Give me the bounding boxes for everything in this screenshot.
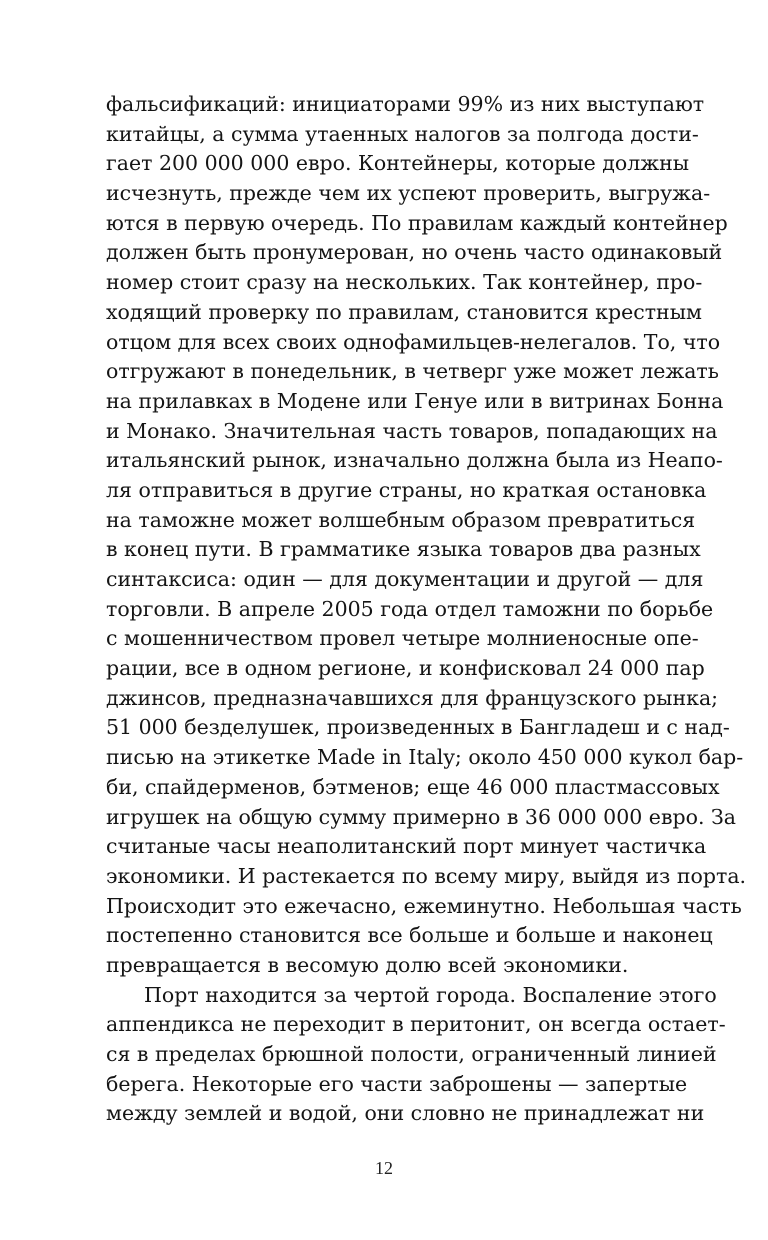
text-line: Порт находится за чертой города. Воспаление этого xyxy=(144,982,717,1007)
text-line: фальсификаций: инициаторами 99% из них выступают xyxy=(106,92,705,116)
text-line: берега. Некоторые его части заброшены — запертые xyxy=(106,1071,688,1096)
text-line: ся в пределах брюшной полости, ограниченный линией xyxy=(106,1042,717,1066)
text-line: итальянский рынок, изначально должна была из Неапо- xyxy=(106,448,723,473)
text-line: постепенно становится все больше и больше и наконец xyxy=(106,923,713,948)
text-line: би, спайдерменов, бэтменов; еще 46 000 пластмассовых xyxy=(106,774,720,799)
text-line: китайцы, а сумма утаенных налогов за полгода дости- xyxy=(106,121,699,146)
text-line: Происходит это ежечасно, ежеминутно. Небольшая часть xyxy=(106,893,742,918)
text-line: торговли. В апреле 2005 года отдел таможни по борьбе xyxy=(106,596,714,621)
text-line: между землей и водой, они словно не принадлежат ни xyxy=(106,1101,705,1126)
text-line: писью на этикетке Made in Italy; около 450 000 кукол бар- xyxy=(106,745,744,770)
paragraph-2 xyxy=(106,981,726,1129)
text-line: ля отправиться в другие страны, но краткая остановка xyxy=(106,477,707,502)
text-line: отцом для всех своих однофамильцев-нелегалов. То, что xyxy=(106,329,721,354)
text-line: и Монако. Значительная часть товаров, попадающих на xyxy=(106,418,718,443)
text-line: ются в первую очередь. По правилам каждый контейнер xyxy=(106,210,728,235)
text-line: джинсов, предназначавшихся для французского рынка; xyxy=(106,685,719,710)
text-line: экономики. И растекается по всему миру, выйдя из порта. xyxy=(106,863,747,888)
text-line: 51 000 безделушек, произведенных в Бангладеш и с над- xyxy=(106,715,730,740)
text-line: должен быть пронумерован, но очень часто одинаковый xyxy=(106,240,723,265)
text-line: отгружают в понедельник, в четверг уже может лежать xyxy=(106,359,719,384)
text-line: игрушек на общую сумму примерно в 36 000 000 евро. За xyxy=(106,804,736,829)
text-line: ходящий проверку по правилам, становится крестным xyxy=(106,299,702,324)
text-line: номер стоит сразу на нескольких. Так контейнер, про- xyxy=(106,270,703,295)
text-line: превращается в весомую долю всей экономики. xyxy=(106,952,629,977)
text-line: аппендикса не переходит в перитонит, он всегда остает- xyxy=(106,1012,726,1037)
paragraph-1 xyxy=(106,90,747,981)
text-line: с мошенничеством провел четыре молниеносные опе- xyxy=(106,626,699,651)
page-number: 12 xyxy=(375,1158,393,1178)
text-line: на прилавках в Модене или Генуе или в витринах Бонна xyxy=(106,388,724,413)
text-line: в конец пути. В грамматике языка товаров два разных xyxy=(106,537,701,562)
text-line: рации, все в одном регионе, и конфисковал 24 000 пар xyxy=(106,656,705,681)
text-line: на таможне может волшебным образом превратиться xyxy=(106,507,696,532)
text-line: синтаксиса: один — для документации и другой — для xyxy=(106,567,704,591)
text-line: считаные часы неаполитанский порт минует частичка xyxy=(106,834,707,859)
body-text xyxy=(106,90,747,1129)
text-line: исчезнуть, прежде чем их успеют проверить, выгружа- xyxy=(106,181,711,206)
text-line: гает 200 000 000 евро. Контейнеры, которые должны xyxy=(106,151,690,176)
